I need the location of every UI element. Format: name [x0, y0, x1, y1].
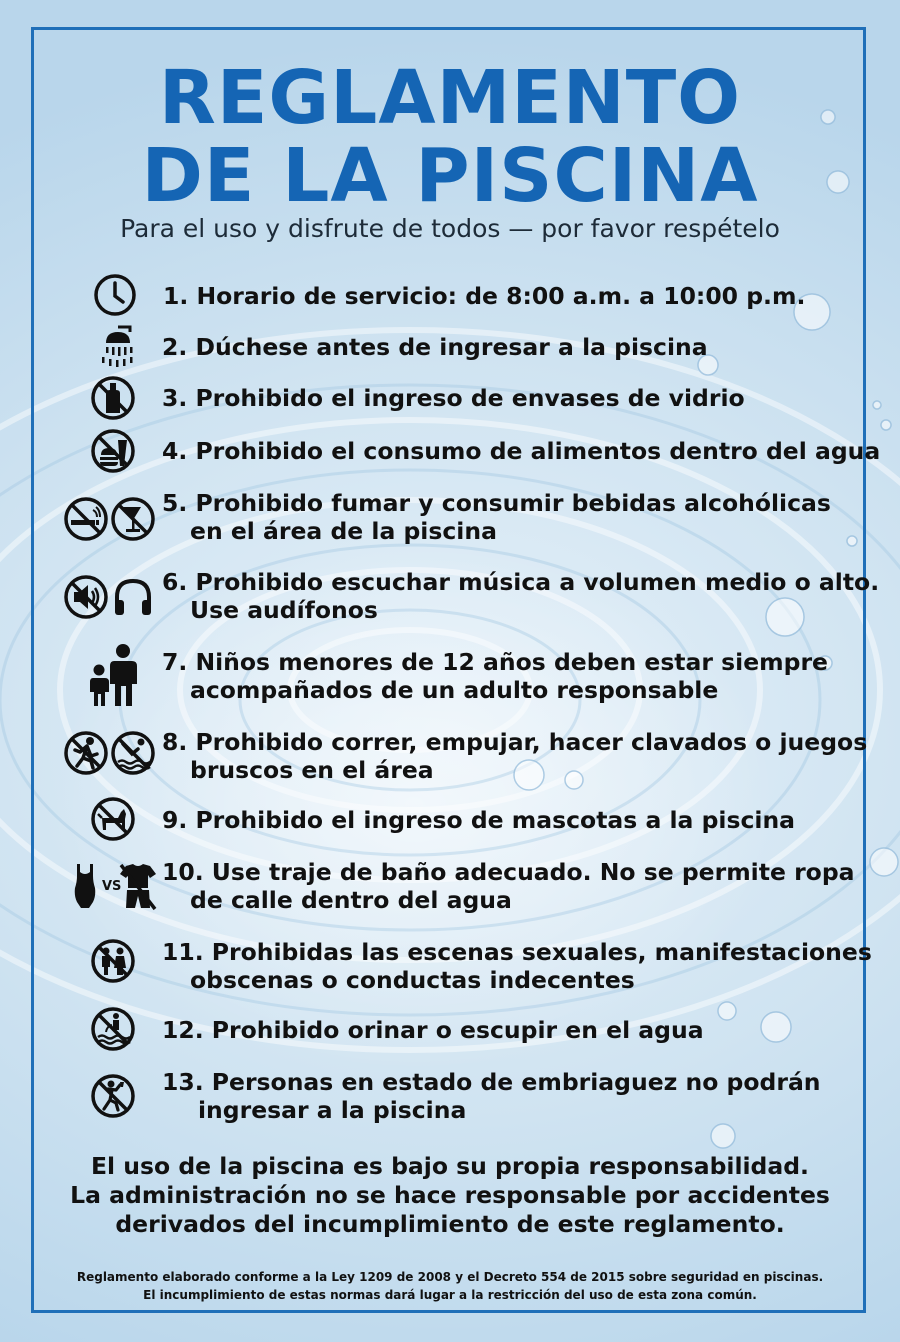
no-urinating-icon	[90, 1006, 136, 1052]
rule-10-text-line2: de calle dentro del agua	[190, 886, 512, 914]
clock-icon	[92, 272, 138, 318]
rule-2-text: 2. Dúchese antes de ingresar a la piscina	[162, 333, 708, 361]
rule-12-text: 12. Prohibido orinar o escupir en el agua	[162, 1016, 704, 1044]
rule-9	[162, 806, 795, 834]
rule-13-text-line1: 13. Personas en estado de embriaguez no podrán	[162, 1068, 821, 1096]
rule-4-text: 4. Prohibido el consumo de alimentos dentro del agua	[162, 437, 881, 465]
rule-5	[162, 489, 831, 545]
rule-4	[162, 437, 880, 465]
no-pets-icon	[90, 796, 136, 842]
rule-8-text-line2: bruscos en el área	[190, 756, 434, 784]
rule-6-text-line2: Use audífonos	[190, 596, 378, 624]
rule-10	[162, 858, 855, 914]
liability-notice	[0, 1152, 900, 1239]
rule-7	[162, 648, 828, 704]
no-indecent-conduct-icon	[90, 938, 136, 984]
rule-11-text-line1: 11. Prohibidas las escenas sexuales, manifestaciones	[162, 938, 872, 966]
swimsuit-icon	[72, 862, 98, 912]
rule-8-text-line1: 8. Prohibido correr, empujar, hacer clavados o juegos	[162, 728, 868, 756]
rule-1	[163, 282, 805, 310]
rule-5-text-line1: 5. Prohibido fumar y consumir bebidas alcohólicas	[162, 489, 831, 517]
liability-notice-line2: La administración no se hace responsable por accidentes	[70, 1181, 830, 1209]
legal-footnote-line1: Reglamento elaborado conforme a la Ley 1209 de 2008 y el Decreto 554 de 2015 sobre seguridad en piscinas.	[76, 1270, 824, 1284]
rule-2	[162, 333, 708, 361]
versus-label: VS	[102, 879, 122, 894]
no-running-icon	[63, 730, 109, 776]
headphones-icon	[110, 574, 156, 620]
rule-7-text-line1: 7. Niños menores de 12 años deben estar siempre	[162, 648, 828, 676]
shower-icon	[94, 323, 140, 369]
rule-5-text-line2: en el área de la piscina	[190, 517, 497, 545]
no-drunk-persons-icon	[90, 1073, 136, 1119]
no-loud-music-icon	[63, 574, 109, 620]
rule-9-text: 9. Prohibido el ingreso de mascotas a la piscina	[162, 806, 796, 834]
no-alcohol-icon	[110, 496, 156, 542]
rule-10-text-line1: 10. Use traje de baño adecuado. No se permite ropa	[162, 858, 855, 886]
liability-notice-line1: El uso de la piscina es bajo su propia responsabilidad.	[90, 1152, 809, 1180]
rule-8	[162, 728, 867, 784]
no-street-clothes-icon	[118, 862, 158, 912]
rule-1-text: 1. Horario de servicio: de 8:00 a.m. a 10:00 p.m.	[163, 282, 806, 310]
no-smoking-icon	[63, 496, 109, 542]
sign-title-line2: DE LA PISCINA	[141, 133, 759, 219]
rule-3	[162, 384, 745, 412]
rule-13	[162, 1068, 821, 1124]
rule-11	[162, 938, 872, 994]
legal-footnote-line2: El incumplimiento de estas normas dará lugar a la restricción del uso de esta zona común.	[143, 1288, 757, 1302]
legal-footnote	[0, 1268, 900, 1304]
rule-3-text: 3. Prohibido el ingreso de envases de vidrio	[162, 384, 745, 412]
rule-6	[162, 568, 879, 624]
rule-6-text-line1: 6. Prohibido escuchar música a volumen medio o alto.	[162, 568, 880, 596]
sign-subtitle: Para el uso y disfrute de todos — por favor respételo	[120, 214, 780, 243]
liability-notice-line3: derivados del incumplimiento de este reglamento.	[115, 1210, 785, 1238]
rule-13-text-line2: ingresar a la piscina	[198, 1096, 467, 1124]
sign-title-line1: REGLAMENTO	[158, 55, 742, 141]
no-diving-icon	[110, 730, 156, 776]
no-glass-bottle-icon	[90, 375, 136, 421]
rule-7-text-line2: acompañados de un adulto responsable	[190, 676, 719, 704]
child-with-adult-icon	[85, 642, 143, 708]
rule-11-text-line2: obscenas o conductas indecentes	[190, 966, 635, 994]
rule-12	[162, 1016, 704, 1044]
no-food-icon	[90, 428, 136, 474]
